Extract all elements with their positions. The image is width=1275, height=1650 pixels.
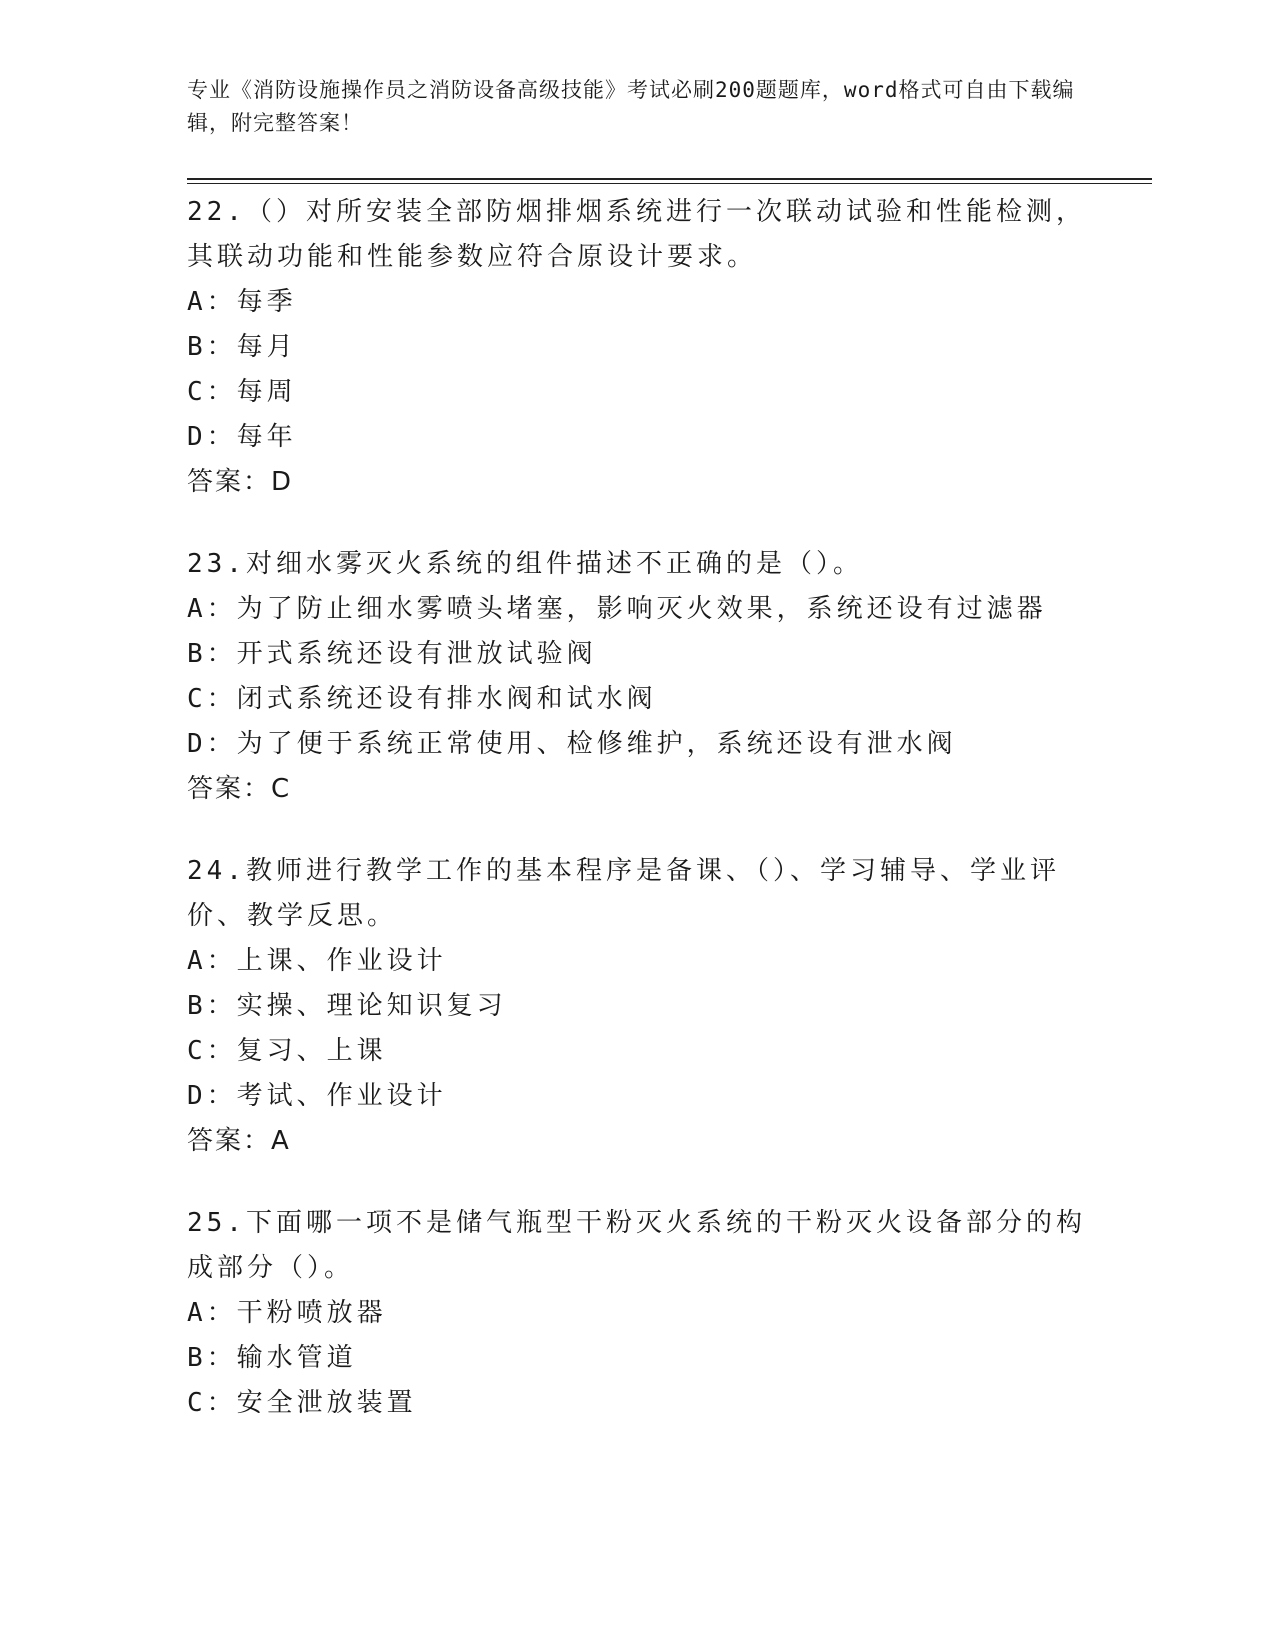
option-b: B：输水管道 bbox=[187, 1343, 357, 1373]
option-c: C：安全泄放装置 bbox=[187, 1388, 417, 1418]
answer-line: 答案：D bbox=[187, 467, 294, 497]
option-a: A：为了防止细水雾喷头堵塞，影响灭火效果，系统还设有过滤器 bbox=[187, 594, 1047, 624]
question-stem: 23.对细水雾灭火系统的组件描述不正确的是（）。 bbox=[187, 549, 863, 579]
question-23 bbox=[187, 542, 1087, 812]
question-22 bbox=[187, 190, 1087, 505]
question-stem: 25.下面哪一项不是储气瓶型干粉灭火系统的干粉灭火设备部分的构成部分（）。 bbox=[187, 1208, 1086, 1283]
header-divider bbox=[187, 178, 1152, 180]
option-b: B：每月 bbox=[187, 332, 297, 362]
option-d: D：为了便于系统正常使用、检修维护，系统还设有泄水阀 bbox=[187, 729, 957, 759]
question-24 bbox=[187, 849, 1087, 1164]
question-stem: 22.（）对所安装全部防烟排烟系统进行一次联动试验和性能检测，其联动功能和性能参数应符合原设计要求。 bbox=[187, 197, 1086, 272]
question-25 bbox=[187, 1201, 1087, 1426]
option-c: C：闭式系统还设有排水阀和试水阀 bbox=[187, 684, 657, 714]
option-d: D：每年 bbox=[187, 422, 297, 452]
option-b: B：开式系统还设有泄放试验阀 bbox=[187, 639, 597, 669]
option-a: A：干粉喷放器 bbox=[187, 1298, 387, 1328]
option-b: B：实操、理论知识复习 bbox=[187, 991, 507, 1021]
option-c: C：复习、上课 bbox=[187, 1036, 387, 1066]
question-list bbox=[187, 190, 1087, 1463]
document-header: 专业《消防设施操作员之消防设备高级技能》考试必刷200题题库，word格式可自由下载编辑，附完整答案！ bbox=[187, 78, 1075, 135]
question-stem: 24.教师进行教学工作的基本程序是备课、（）、学习辅导、学业评价、教学反思。 bbox=[187, 856, 1060, 931]
option-c: C：每周 bbox=[187, 377, 297, 407]
header-divider-thin bbox=[187, 183, 1152, 184]
answer-line: 答案：C bbox=[187, 774, 292, 804]
option-a: A：每季 bbox=[187, 287, 297, 317]
option-d: D：考试、作业设计 bbox=[187, 1081, 447, 1111]
answer-line: 答案：A bbox=[187, 1126, 291, 1156]
option-a: A：上课、作业设计 bbox=[187, 946, 447, 976]
